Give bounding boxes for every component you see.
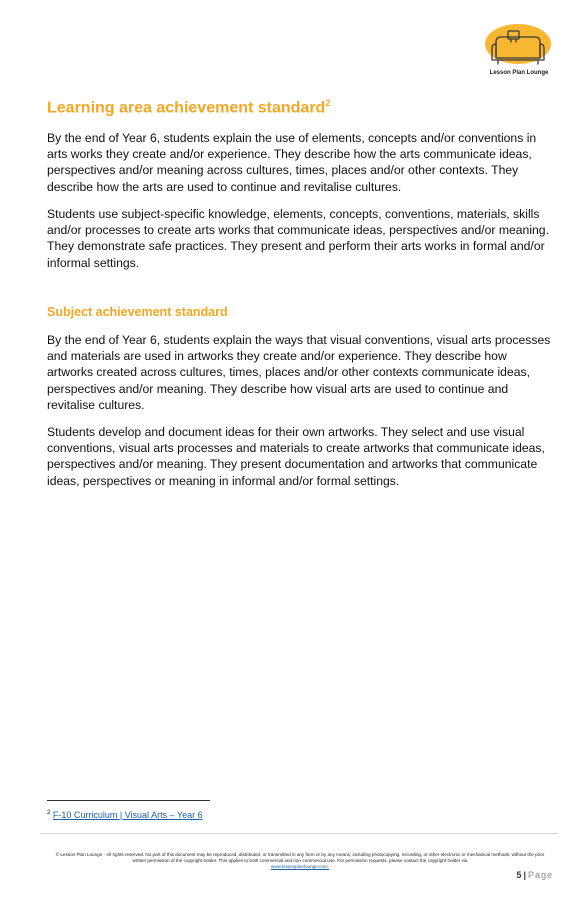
heading-text: Learning area achievement standard <box>47 99 326 117</box>
heading-footnote-ref: 2 <box>325 98 331 108</box>
page-separator: | <box>523 870 526 880</box>
copyright-text: © Lesson Plan Lounge - All rights reserved. No part of this document may be reproduced, distributed, or transmitted in any form or by any means, including photocopying, recording, or other electronic or mechanical methods, without the prior written permission of the copyright holder. This applies to both commercial and non-commercial use. For permission requests, please contact the copyright holder via <box>55 852 545 863</box>
learning-area-heading <box>47 98 330 117</box>
copyright-notice <box>50 852 550 870</box>
page-number <box>516 870 553 880</box>
footnote-link[interactable]: F-10 Curriculum | Visual Arts – Year 6 <box>52 810 203 820</box>
footer-divider <box>40 833 558 834</box>
subject-paragraph-2: Students develop and document ideas for their own artworks. They select and use visual conventions, visual arts processes and materials to create artworks that communicate ideas, perspectives and/or meaning. They present documentation and artworks that communicate ideas, perspectives or meaning in informal and/or formal settings. <box>47 425 545 488</box>
page-word: Page <box>527 870 553 880</box>
footnote <box>47 810 203 820</box>
page-number-value: 5 <box>516 870 522 880</box>
footnote-number: 2 <box>47 810 51 816</box>
learning-area-paragraph-2: Students use subject-specific knowledge, elements, concepts, conventions, materials, skills and/or processes to create arts works that communicate ideas, perspectives and/or meaning. They demonstrate safe practices. They present and perform their arts works in formal and/or informal settings. <box>47 207 549 270</box>
footnote-divider <box>47 800 210 801</box>
learning-area-paragraph-1: By the end of Year 6, students explain the use of elements, concepts and/or conventions in arts works they create and/or experience. They describe how the arts communicate ideas, perspectives and/or meaning across cultures, times, places and/or other contexts. They describe how the arts are used to continue and revitalise cultures. <box>47 131 537 194</box>
logo-brand-text: Lesson Plan Lounge <box>489 70 549 76</box>
website-link[interactable]: www.lessonplanlounge.com. <box>271 864 329 869</box>
subject-achievement-heading: Subject achievement standard <box>47 305 228 319</box>
subject-paragraph-1: By the end of Year 6, students explain the ways that visual conventions, visual arts processes and materials are used in artworks they create and/or experience. They describe how artworks created across cultures, times, places and/or other contexts communicate ideas, perspectives and/or meaning. They describe how visual arts are used to continue and revitalise cultures. <box>47 333 551 412</box>
